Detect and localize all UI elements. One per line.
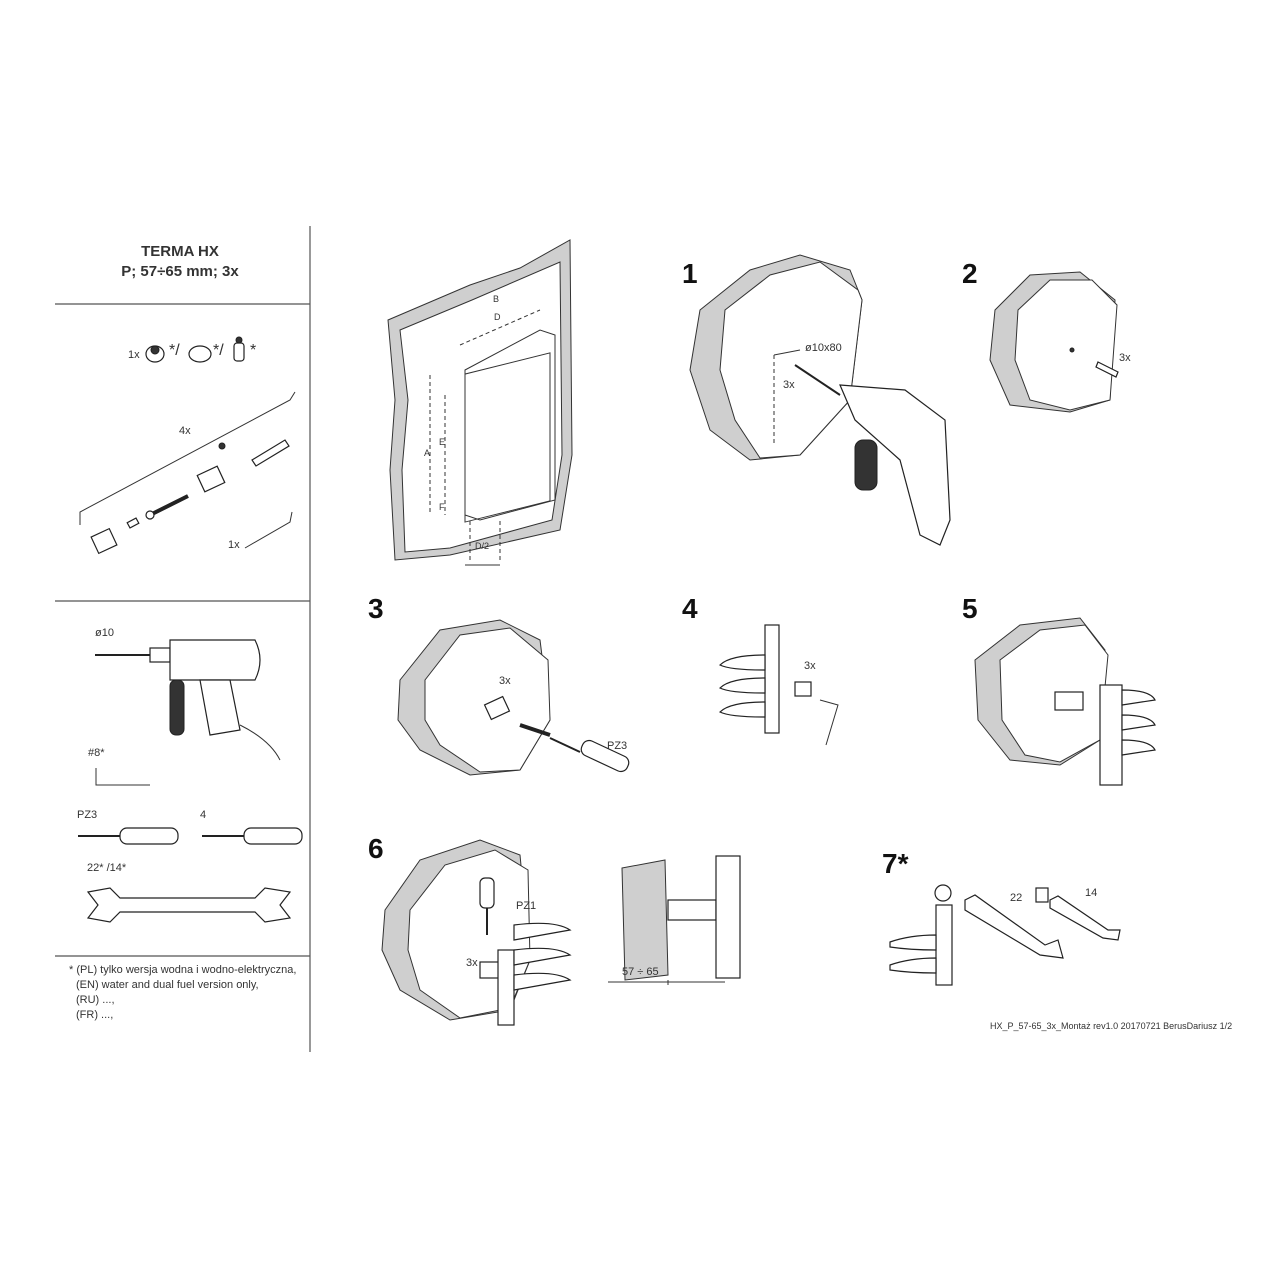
- step-2-number: 2: [962, 258, 978, 289]
- step-2-label-qty: 3x: [1119, 352, 1131, 364]
- footnote-line-4: (FR) ...,: [76, 1009, 114, 1021]
- dim-e: E: [439, 437, 446, 447]
- wrench-label: 22* /14*: [87, 862, 127, 874]
- step-4-number: 4: [682, 593, 698, 624]
- caps-qty: 1x: [128, 349, 140, 361]
- screwdriver-1-label: PZ3: [77, 809, 98, 821]
- product-subtitle: P; 57÷65 mm; 3x: [121, 263, 239, 280]
- drill-label: ø10: [95, 627, 114, 639]
- caps-sep-2: */: [213, 342, 224, 359]
- dim-d-half: D/2: [475, 541, 490, 551]
- step-1-label-qty: 3x: [783, 379, 795, 391]
- caps-sep-3: *: [250, 342, 257, 359]
- dim-d: D: [494, 312, 501, 322]
- step-3-number: 3: [368, 593, 384, 624]
- step-6-label-range: 57 ÷ 65: [622, 966, 659, 978]
- step-3-label-tool: PZ3: [607, 740, 628, 752]
- step-7-label-wrench-1: 22: [1010, 892, 1023, 904]
- dim-a: A: [424, 448, 431, 458]
- footnote-line-1: * (PL) tylko wersja wodna i wodno-elektryczna,: [69, 964, 297, 976]
- document-reference: HX_P_57-65_3x_Montaż rev1.0 20170721 BerusDariusz 1/2: [990, 1021, 1233, 1031]
- screwdriver-2-label: 4: [200, 809, 207, 821]
- step-6-label-tool: PZ1: [516, 900, 537, 912]
- step-6-label-qty: 3x: [466, 957, 478, 969]
- step-7-label-wrench-2: 14: [1085, 887, 1098, 899]
- fixings-qty: 4x: [179, 425, 191, 437]
- product-title: TERMA HX: [141, 243, 219, 260]
- step-3-label-qty: 3x: [499, 675, 511, 687]
- step-4-label-qty: 3x: [804, 660, 816, 672]
- footnote-line-3: (RU) ...,: [76, 994, 115, 1006]
- step-5-number: 5: [962, 593, 978, 624]
- hexkey-label: #8*: [88, 747, 105, 759]
- step-1-number: 1: [682, 258, 698, 289]
- dim-f: F: [439, 502, 445, 512]
- hexkey-qty: 1x: [228, 539, 240, 551]
- step-1-label-drill: ø10x80: [805, 342, 842, 354]
- step-7-number: 7*: [882, 848, 909, 879]
- step-6-number: 6: [368, 833, 384, 864]
- footnote-line-2: (EN) water and dual fuel version only,: [76, 979, 259, 991]
- dim-b: B: [493, 294, 500, 304]
- caps-sep-1: */: [169, 342, 180, 359]
